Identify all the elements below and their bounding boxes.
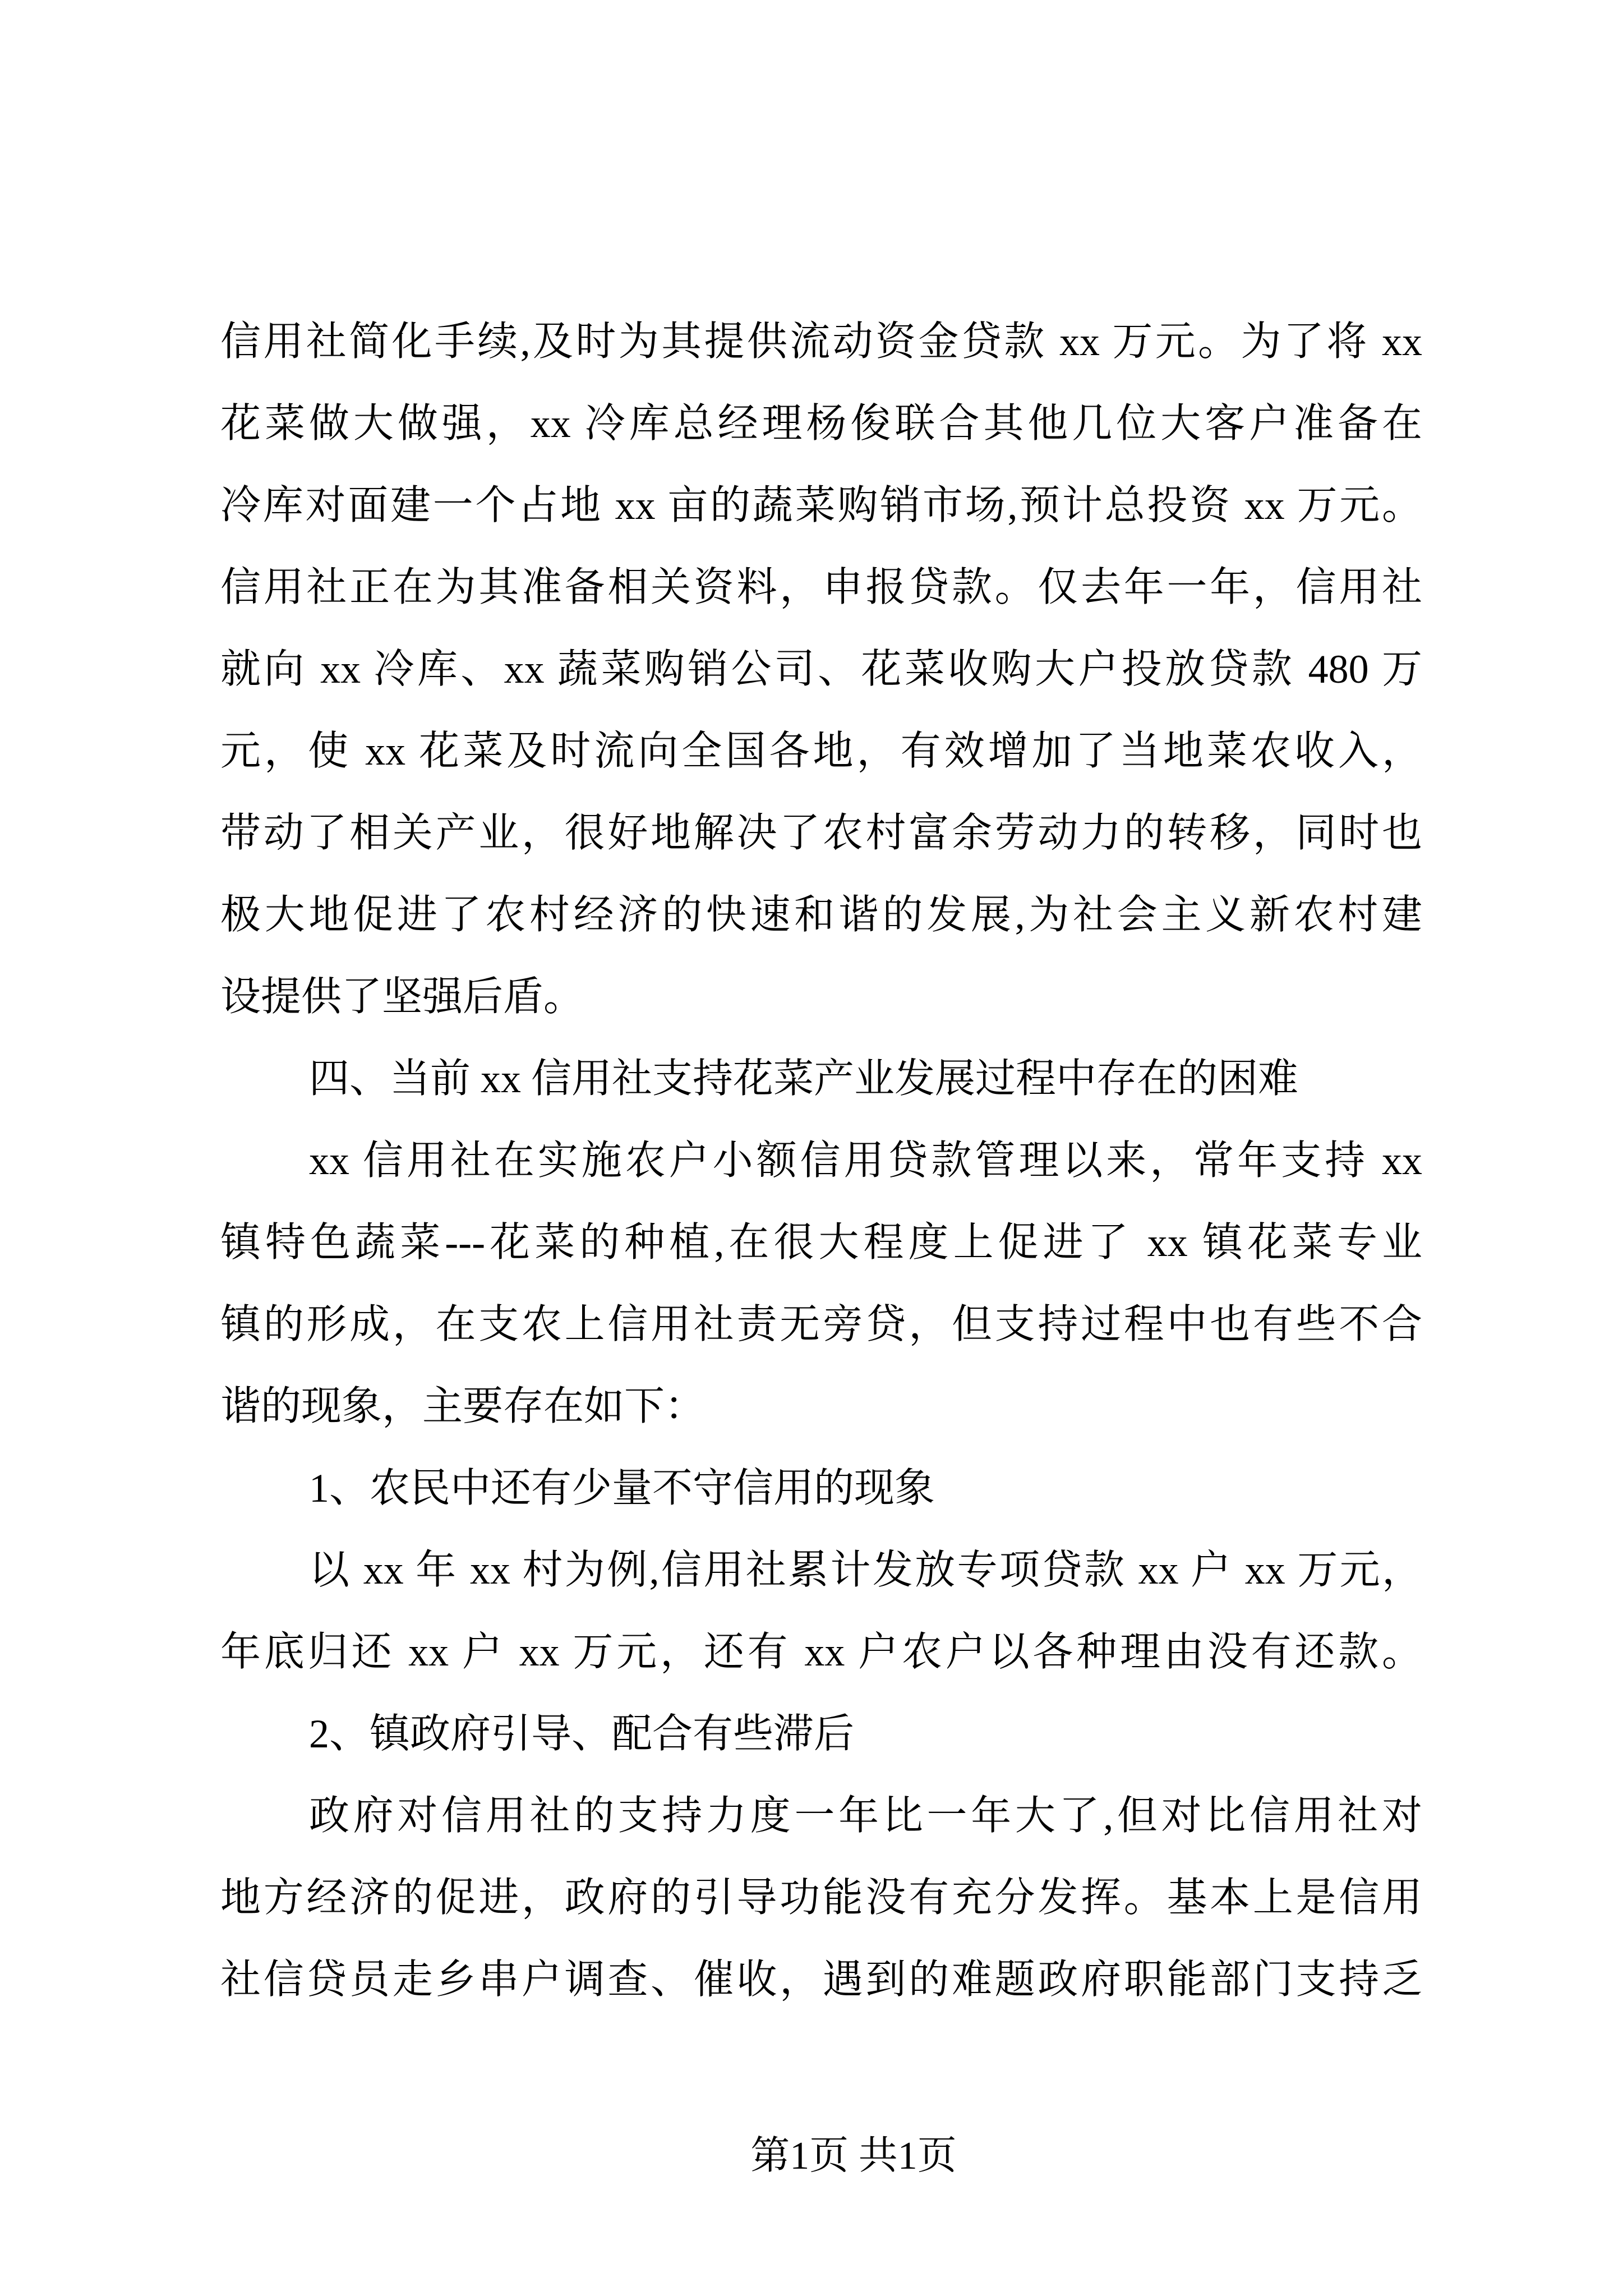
text-line: 谐的现象，主要存在如下： (220, 1384, 706, 1429)
text-line: 花菜做大做强，xx 冷库总经理杨俊联合其他几位大客户准备在 (220, 401, 1422, 446)
text-line: 镇特色蔬菜---花菜的种植,在很大程度上促进了 xx 镇花菜专业 (220, 1220, 1422, 1265)
text-line: 四、当前 xx 信用社支持花菜产业发展过程中存在的困难 (309, 1056, 1299, 1101)
page-number-label: 第1页 共1页 (750, 2134, 957, 2178)
text-line: 年底归还 xx 户 xx 万元，还有 xx 户农户以各种理由没有还款。 (220, 1630, 1422, 1674)
text-line: xx 信用社在实施农户小额信用贷款管理以来，常年支持 xx (309, 1138, 1422, 1183)
text-line: 元，使 xx 花菜及时流向全国各地，有效增加了当地菜农收入， (220, 729, 1422, 774)
text-line: 极大地促进了农村经济的快速和谐的发展,为社会主义新农村建 (220, 892, 1422, 937)
text-line: 带动了相关产业，很好地解决了农村富余劳动力的转移，同时也 (220, 811, 1422, 855)
text-line: 2、镇政府引导、配合有些滞后 (309, 1711, 855, 1756)
page-footer (220, 2115, 1487, 2197)
text-line: 冷库对面建一个占地 xx 亩的蔬菜购销市场,预计总投资 xx 万元。 (220, 483, 1422, 528)
text-line: 设提供了坚强后盾。 (220, 974, 584, 1019)
text-line: 信用社简化手续,及时为其提供流动资金贷款 xx 万元。为了将 xx (220, 319, 1422, 364)
text-line: 就向 xx 冷库、xx 蔬菜购销公司、花菜收购大户投放贷款 480 万 (220, 647, 1422, 692)
text-line: 镇的形成，在支农上信用社责无旁贷，但支持过程中也有些不合 (220, 1302, 1422, 1347)
document-body (220, 301, 1422, 2021)
text-line: 地方经济的促进，政府的引导功能没有充分发挥。基本上是信用 (220, 1875, 1422, 1920)
text-line: 政府对信用社的支持力度一年比一年大了,但对比信用社对 (309, 1793, 1422, 1838)
text-line: 信用社正在为其准备相关资料，申报贷款。仅去年一年，信用社 (220, 565, 1422, 610)
text-line: 以 xx 年 xx 村为例,信用社累计发放专项贷款 xx 户 xx 万元， (309, 1548, 1422, 1593)
text-line: 1、农民中还有少量不守信用的现象 (309, 1466, 935, 1511)
text-line: 社信贷员走乡串户调查、催收，遇到的难题政府职能部门支持乏 (220, 1957, 1422, 2002)
